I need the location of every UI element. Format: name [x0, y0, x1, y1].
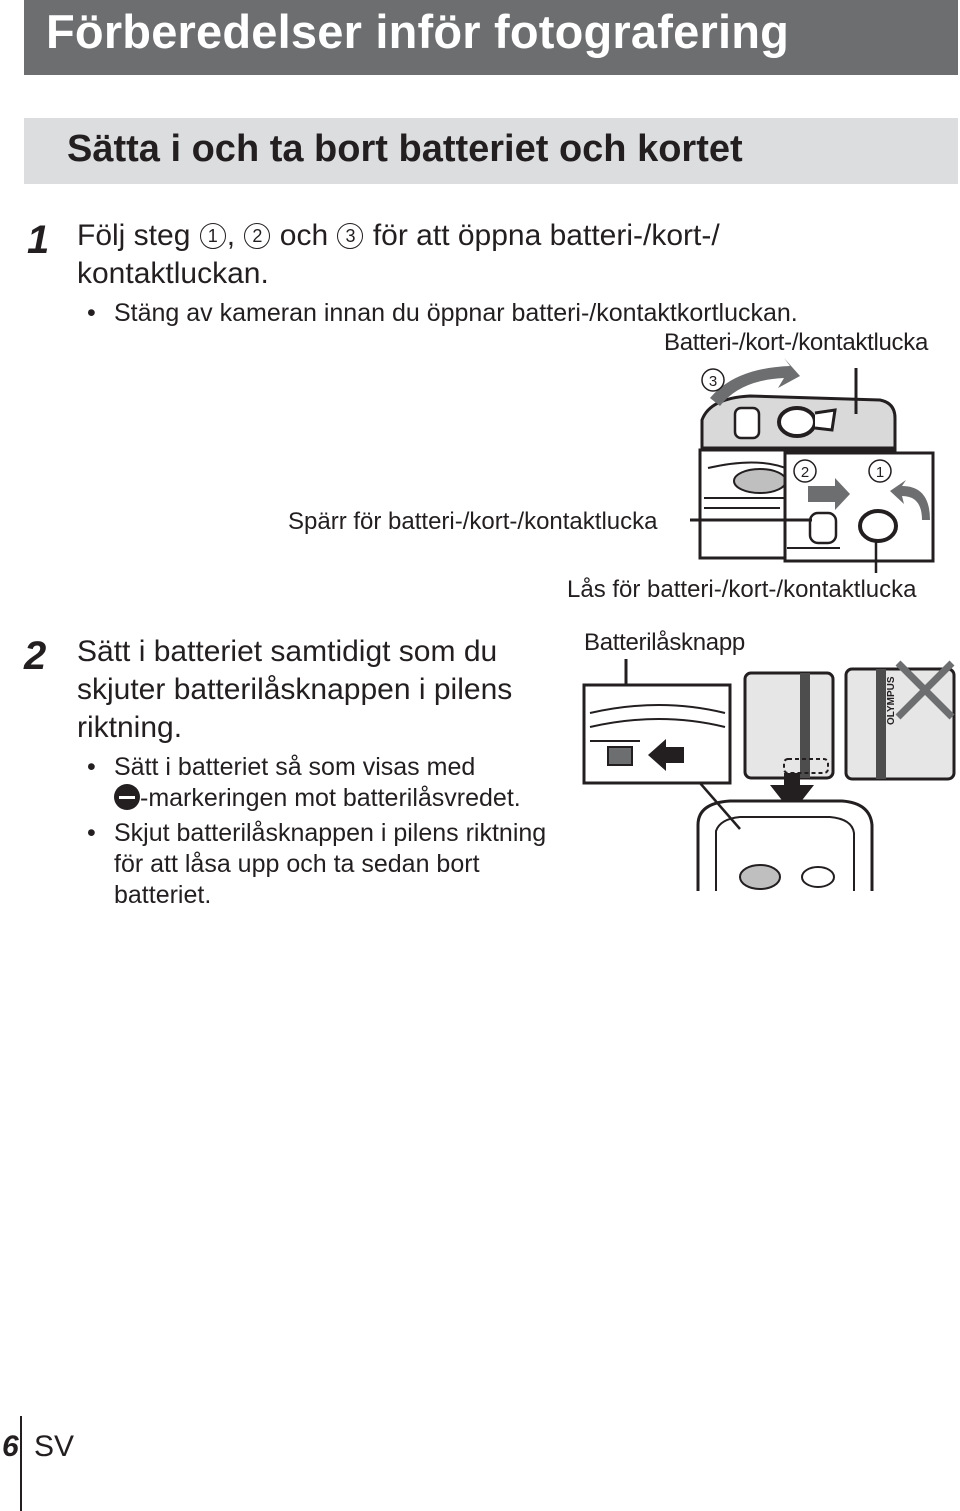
step-1-text-a: Följ steg [77, 219, 191, 252]
battery-wrong-stripe [876, 669, 886, 779]
callout-3: 3 [708, 373, 718, 390]
step-2-bullet-1-line-1: Sätt i batteriet så som visas med [114, 753, 476, 781]
step-2-bullet-1-cont [114, 783, 521, 814]
step-2-bullet-1-line-2: -markeringen mot batterilåsvredet. [140, 784, 521, 812]
battery-wrong [846, 669, 954, 779]
battery-correct [745, 673, 833, 778]
camera-cover-illustration [680, 358, 950, 573]
step-2-bullet-2-line-2: för att låsa upp och ta sedan bort [114, 850, 480, 878]
step-1-bullet [87, 298, 798, 329]
battery-insert-illustration [580, 655, 958, 891]
minus-mark-icon [114, 784, 140, 810]
step-2-line-3: riktning. [77, 711, 183, 744]
step-1-bullet-text: Stäng av kameran innan du öppnar batteri-/kontaktkortluckan. [114, 299, 798, 327]
callout-1: 1 [875, 464, 885, 481]
step-1-separator: , [226, 219, 236, 252]
camera-dial [734, 469, 786, 493]
camera-dial-3 [802, 867, 834, 887]
step-1-and: och [279, 219, 329, 252]
page-number: 6 [2, 1430, 19, 1463]
bullet-dot: • [87, 819, 96, 847]
latch-pointer [690, 512, 812, 528]
step-1-text-b: för att öppna batteri-/kort-/ [372, 219, 720, 252]
step-2-bullet-2-line-3: batteriet. [114, 881, 212, 909]
step-1-line-2: kontaktluckan. [77, 257, 269, 290]
cover-lock-lever [815, 410, 835, 430]
step-2-line-2: skjuter batterilåsknappen i pilens [77, 673, 513, 706]
section-title: Sätta i och ta bort batteriet och kortet [67, 128, 743, 170]
camera-dial-2 [740, 865, 780, 889]
circled-number-2: 2 [244, 223, 270, 249]
label-battery-card-cover: Batteri-/kort-/kontaktlucka [664, 329, 928, 356]
lock-inset-frame [584, 685, 730, 783]
label-cover-lock: Lås för batteri-/kort-/kontaktlucka [567, 576, 917, 603]
battery-slot-shape [698, 801, 872, 891]
lock-button-shape [608, 747, 632, 765]
battery-brand: OLYMPUS [886, 676, 897, 725]
step-2-bullet-2 [87, 818, 547, 849]
bullet-dot: • [87, 299, 96, 327]
step-1-instruction [77, 217, 720, 255]
chapter-title: Förberedelser inför fotografering [46, 5, 790, 58]
step-1-number: 1 [27, 218, 50, 262]
label-cover-latch: Spärr för batteri-/kort-/kontaktlucka [288, 508, 658, 535]
inset-lock-knob [860, 511, 896, 541]
battery-correct-stripe [800, 673, 810, 778]
cover-latch-shape [735, 408, 759, 438]
bullet-dot: • [87, 753, 96, 781]
footer-rule [20, 1416, 22, 1511]
step-2-line-1: Sätt i batteriet samtidigt som du [77, 635, 498, 668]
step-2-number: 2 [24, 634, 47, 678]
inset-latch [810, 513, 836, 543]
label-battery-lock-button: Batterilåsknapp [584, 629, 745, 656]
callout-2: 2 [800, 464, 810, 481]
circled-number-1: 1 [200, 223, 226, 249]
language-code: SV [34, 1430, 75, 1463]
cover-lock-knob [779, 408, 815, 436]
step-2-bullet-2-line-1: Skjut batterilåsknappen i pilens riktning [114, 819, 547, 847]
step-2-bullet-1 [87, 752, 476, 783]
circled-number-3: 3 [337, 223, 363, 249]
